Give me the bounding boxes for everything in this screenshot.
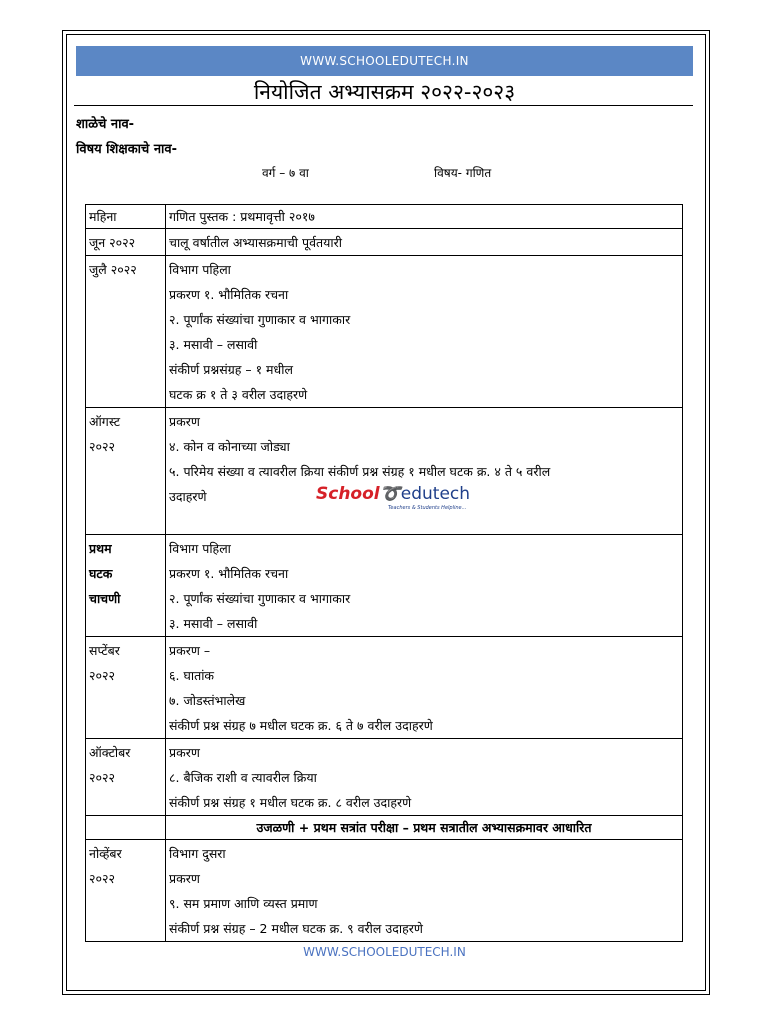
month-cell <box>86 229 166 256</box>
website-banner[interactable]: WWW.SCHOOLEDUTECH.IN <box>76 46 693 76</box>
content-line: विभाग पहिला <box>169 262 231 277</box>
content-line: प्रकरण <box>169 414 200 429</box>
month-cell <box>86 535 166 637</box>
content-line: प्रकरण <box>169 871 200 886</box>
content-line: प्रकरण १. भौमितिक रचना <box>169 287 289 302</box>
month-label: २०२२ <box>89 668 116 683</box>
content-line: ३. मसावी – लसावी <box>169 616 258 631</box>
month-cell <box>86 408 166 535</box>
content-line: चालू वर्षातील अभ्यासक्रमाची पूर्वतयारी <box>169 235 343 250</box>
content-line: घटक क्र १ ते ३ वरील उदाहरणे <box>169 387 308 402</box>
month-label: २०२२ <box>89 871 116 886</box>
month-label: प्रथम <box>89 541 112 556</box>
content-header: गणित पुस्तक : प्रथमावृत्ती २०१७ <box>166 205 683 229</box>
syllabus-table <box>85 204 683 942</box>
month-label: घटक <box>89 566 113 581</box>
month-label: ऑगस्ट <box>89 414 120 429</box>
content-line: संकीर्ण प्रश्न संग्रह ७ मधील घटक क्र. ६ ते ७ वरील उदाहरणे <box>169 718 433 733</box>
table-header-row <box>86 205 683 229</box>
content-line: ६. घातांक <box>169 668 215 683</box>
month-cell <box>86 637 166 739</box>
content-line: संकीर्ण प्रश्न संग्रह १ मधील घटक क्र. ८ वरील उदाहरणे <box>169 795 412 810</box>
content-cell <box>166 256 683 408</box>
title-underline <box>74 105 693 106</box>
content-cell <box>166 229 683 256</box>
content-line: ८. बैजिक राशी व त्यावरील क्रिया <box>169 770 317 785</box>
schooledutech-logo <box>316 484 471 516</box>
footer-website[interactable]: WWW.SCHOOLEDUTECH.IN <box>303 945 466 959</box>
logo-edu-text: edutech <box>400 484 471 504</box>
subject-label: विषय- गणित <box>434 166 492 180</box>
content-cell <box>166 637 683 739</box>
exam-note-cell: उजळणी + प्रथम सत्रांत परीक्षा – प्रथम सत्रातील अभ्यासक्रमावर आधारित <box>166 816 683 840</box>
month-label: जुलै २०२२ <box>89 262 137 277</box>
page-title: नियोजित अभ्यासक्रम २०२२-२०२३ <box>253 80 516 104</box>
content-cell <box>166 535 683 637</box>
month-label: ऑक्टोबर <box>89 745 131 760</box>
month-cell <box>86 739 166 816</box>
content-line: ३. मसावी – लसावी <box>169 337 258 352</box>
content-line: ५. परिमेय संख्या व त्यावरील क्रिया संकीर्ण प्रश्न संग्रह १ मधील घटक क्र. ४ ते ५ वरील <box>169 464 551 479</box>
content-line: ७. जोडस्तंभालेख <box>169 693 246 708</box>
teacher-name-label: विषय शिक्षकाचे नाव- <box>76 142 178 157</box>
content-line: विभाग दुसरा <box>169 846 226 861</box>
month-cell <box>86 840 166 942</box>
content-line: प्रकरण १. भौमितिक रचना <box>169 566 289 581</box>
table-row <box>86 739 683 816</box>
content-line: २. पूर्णांक संख्यांचा गुणाकार व भागाकार <box>169 312 351 327</box>
logo-school-text: School <box>316 484 380 504</box>
table-row <box>86 816 683 840</box>
table-row <box>86 256 683 408</box>
month-cell <box>86 256 166 408</box>
school-name-label: शाळेचे नाव- <box>76 117 135 132</box>
month-label: चाचणी <box>89 591 121 606</box>
logo-tagline: Teachers & Students Helpline... <box>388 505 467 511</box>
content-line: २. पूर्णांक संख्यांचा गुणाकार व भागाकार <box>169 591 351 606</box>
content-line: उदाहरणे <box>169 489 207 504</box>
content-cell <box>166 739 683 816</box>
month-label: २०२२ <box>89 770 116 785</box>
month-label: जून २०२२ <box>89 235 136 250</box>
table-row <box>86 535 683 637</box>
month-label: नोव्हेंबर <box>89 846 122 861</box>
table-row <box>86 229 683 256</box>
table-row <box>86 840 683 942</box>
grade-label: वर्ग – ७ वा <box>262 166 309 180</box>
month-label: २०२२ <box>89 439 116 454</box>
content-line: संकीर्ण प्रश्न संग्रह – 2 मधील घटक क्र. ९ वरील उदाहरणे <box>169 921 423 936</box>
content-line: प्रकरण <box>169 745 200 760</box>
content-line: प्रकरण – <box>169 643 211 658</box>
content-cell <box>166 840 683 942</box>
logo-swoosh-icon: ➰ <box>379 484 401 504</box>
month-cell <box>86 816 166 840</box>
table-row <box>86 637 683 739</box>
month-header: महिना <box>86 205 166 229</box>
month-label: सप्टेंबर <box>89 643 120 658</box>
content-line: संकीर्ण प्रश्नसंग्रह – १ मधील <box>169 362 293 377</box>
content-line: विभाग पहिला <box>169 541 231 556</box>
content-line: ४. कोन व कोनाच्या जोड्या <box>169 439 290 454</box>
content-line: ९. सम प्रमाण आणि व्यस्त प्रमाण <box>169 896 318 911</box>
